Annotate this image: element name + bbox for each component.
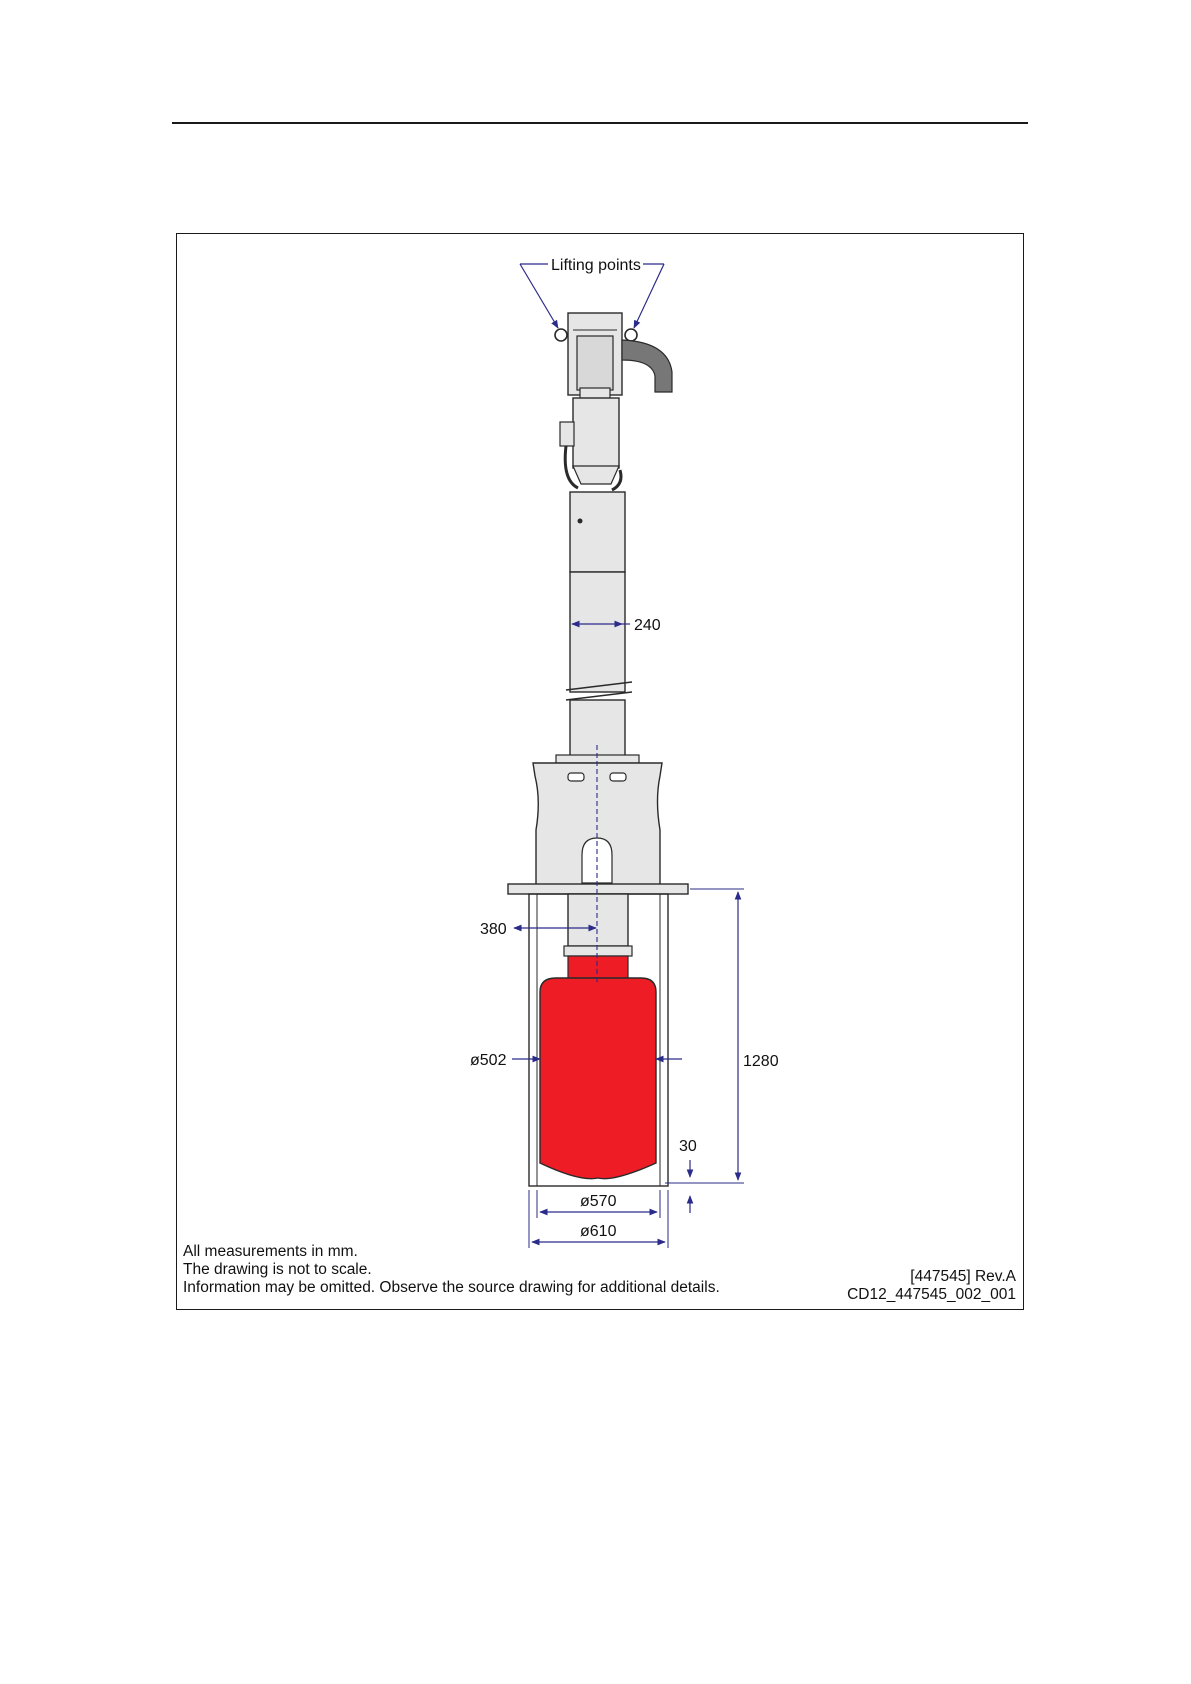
dim-total-height-label: 1280 (743, 1053, 779, 1070)
note-scale: The drawing is not to scale. (183, 1261, 372, 1278)
drawing-notes (183, 1243, 720, 1297)
lifting-eye-right-icon (625, 329, 637, 341)
note-measurements: All measurements in mm. (183, 1243, 358, 1260)
lifting-points-label: Lifting points (551, 257, 641, 274)
dim-offset-label: 380 (480, 921, 507, 938)
dim-inner-diameter-label: ø570 (580, 1193, 617, 1210)
dim-inner-diameter (537, 1190, 660, 1218)
dim-bottom-clearance (679, 1138, 697, 1213)
note-omitted: Information may be omitted. Observe the source drawing for additional details. (183, 1279, 720, 1296)
motor-unit (555, 313, 672, 490)
drawing-code: CD12_447545_002_001 (847, 1286, 1016, 1303)
dim-transducer-diameter-label: ø502 (470, 1052, 507, 1069)
dim-outer-diameter-label: ø610 (580, 1223, 617, 1240)
drawing-reference (847, 1268, 1016, 1304)
dim-bottom-clearance-label: 30 (679, 1138, 697, 1155)
dim-shaft-width-label: 240 (634, 617, 661, 634)
hoist-housing (508, 755, 688, 894)
cable-icon (622, 340, 672, 392)
upper-shaft (566, 492, 632, 758)
transducer (540, 956, 656, 1179)
lifting-eye-left-icon (555, 329, 567, 341)
drawing-ref-number: [447545] Rev.A (910, 1268, 1016, 1285)
